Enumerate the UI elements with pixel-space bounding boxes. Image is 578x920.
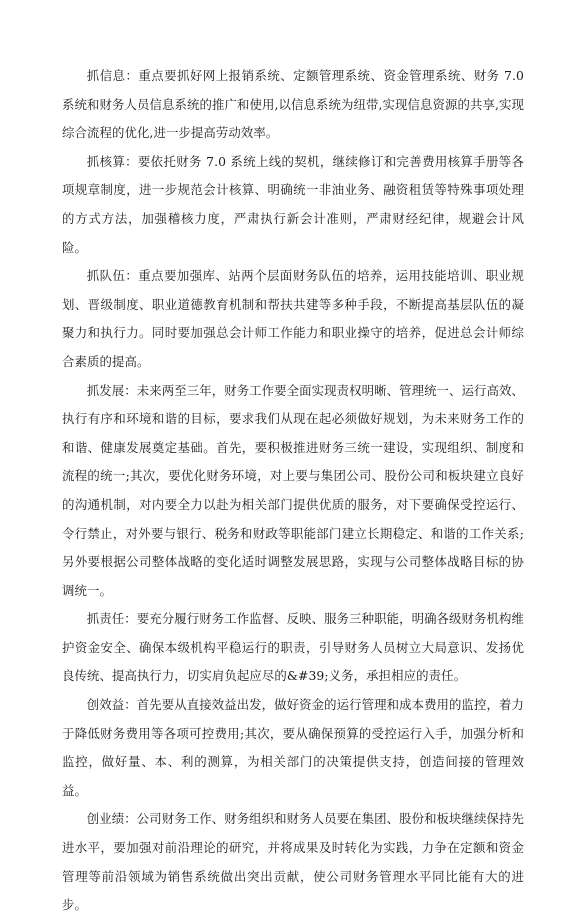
paragraph-benefit: 创效益：首先要从直接效益出发，做好资金的运行管理和成本费用的监控，着力于降低财务费用等各项可控费用;其次，要从确保预算的受控运行入手，加强分析和监控，做好量、本、利的测算，为相关部门的决策提供支持，创造间接的管理效益。 xyxy=(62,697,524,798)
paragraph-accounting: 抓核算：要依托财务 7.0 系统上线的契机，继续修订和完善费用核算手册等各项规章制度，进一步规范会计核算、明确统一非油业务、融资租赁等特殊事项处理的方式方法，加强稽核力度，严肃执行新会计准则，严肃财经纪律，规避会计风险。 xyxy=(62,153,524,255)
paragraph-team: 抓队伍：重点要加强库、站两个层面财务队伍的培养，运用技能培训、职业规划、晋级制度、职业道德教育机制和帮扶共建等多种手段，不断提高基层队伍的凝聚力和执行力。同时要加强总会计师工作能力和职业操守的培养，促进总会计师综合素质的提高。 xyxy=(62,268,524,369)
paragraph-development: 抓发展：未来两至三年，财务工作要全面实现责权明晰、管理统一、运行高效、执行有序和环境和谐的目标，要求我们从现在起必须做好规划，为未来财务工作的和谐、健康发展奠定基础。首先，要积极推进财务三统一建设，实现组织、制度和流程的统一;其次，要优化财务环境，对上要与集团公司、股份公司和板块建立良好的沟通机制，对内要全力以赴为相关部门提供优质的服务，对下要确保受控运行、令行禁止，对外要与银行、税务和财政等职能部门建立长期稳定、和谐的工作关系;另外要根据公司整体战略的变化适时调整发展思路，实现与公司整体战略目标的协调统一。 xyxy=(62,382,524,598)
paragraph-performance: 创业绩：公司财务工作、财务组织和财务人员要在集团、股份和板块继续保持先进水平，要加强对前沿理论的研究，并将成果及时转化为实践，力争在定额和资金管理等前沿领域为销售系统做出突出贡献，使公司财务管理水平同比能有大的进步。 xyxy=(62,811,524,913)
paragraph-responsibility: 抓责任：要充分履行财务工作监督、反映、服务三种职能，明确各级财务机构维护资金安全、确保本级机构平稳运行的职责，引导财务人员树立大局意识、发扬优良传统、提高执行力，切实肩负起应尽的&#39;义务，承担相应的责任。 xyxy=(62,611,524,684)
paragraph-information: 抓信息：重点要抓好网上报销系统、定额管理系统、资金管理系统、财务 7.0 系统和财务人员信息系统的推广和使用,以信息系统为纽带,实现信息资源的共享,实现综合流程的优化,进一步提高劳动效率。 xyxy=(62,68,524,141)
